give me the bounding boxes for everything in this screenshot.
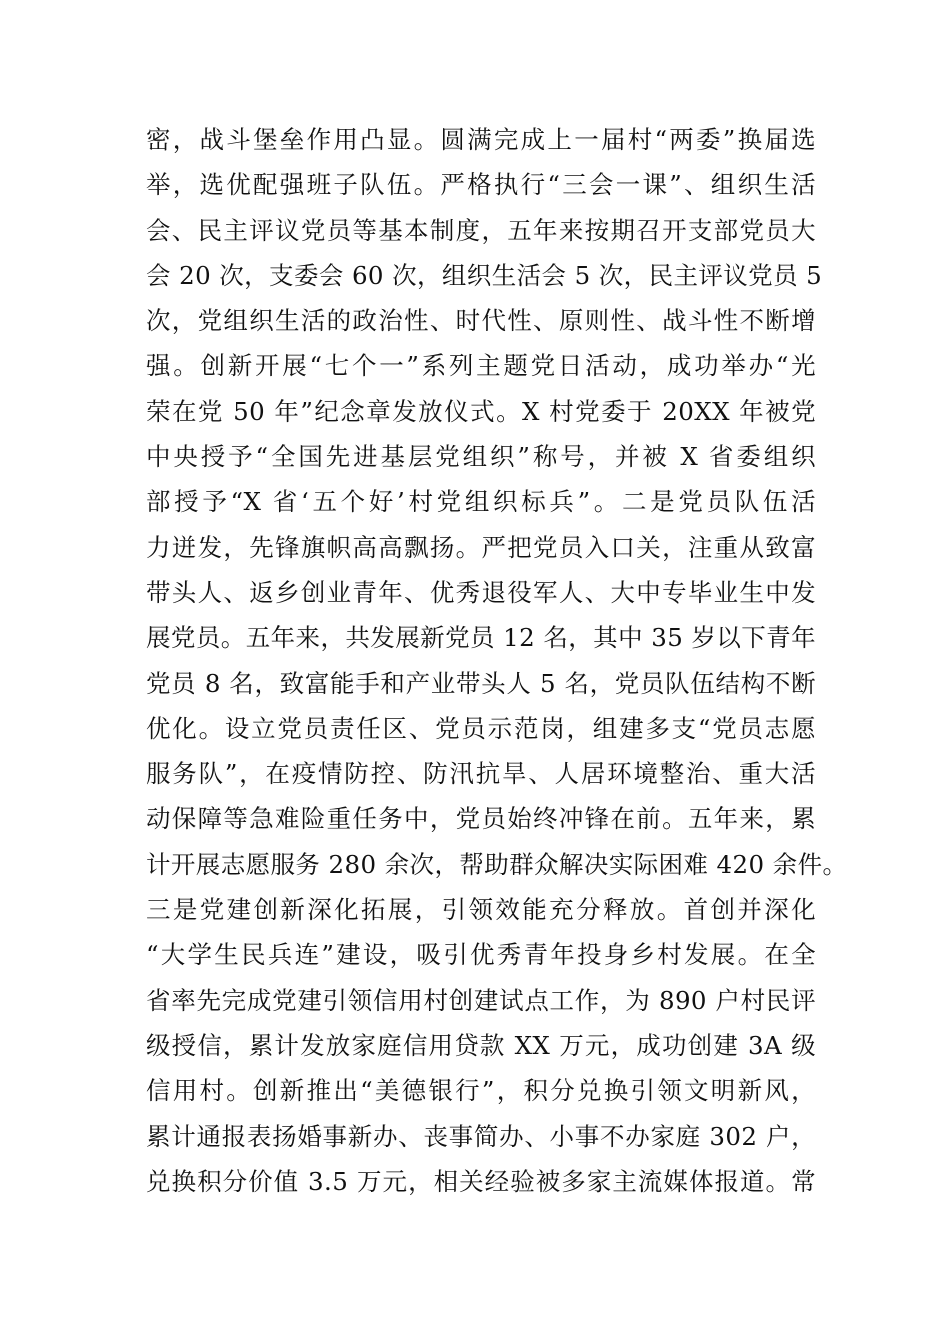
text-line: 部授予“X 省‘五个好’村党组织标兵”。二是党员队伍活 xyxy=(146,487,816,517)
text-line: 信用村。创新推出“美德银行”，积分兑换引领文明新风， xyxy=(146,1076,816,1106)
text-line: 计开展志愿服务 280 余次，帮助群众解决实际困难 420 余件。 xyxy=(146,849,848,879)
text-line: 密，战斗堡垒作用凸显。圆满完成上一届村“两委”换届选 xyxy=(146,125,816,154)
text-line: 级授信，累计发放家庭信用贷款 XX 万元，成功创建 3A 级 xyxy=(146,1030,816,1060)
text-line: 展党员。五年来，共发展新党员 12 名，其中 35 岁以下青年 xyxy=(146,623,816,653)
text-line: 会 20 次，支委会 60 次，组织生活会 5 次，民主评议党员 5 xyxy=(146,260,823,290)
text-line: 举，选优配强班子队伍。严格执行“三会一课”、组织生活 xyxy=(146,170,816,200)
text-line: 优化。设立党员责任区、党员示范岗，组建多支“党员志愿 xyxy=(146,713,816,743)
text-line: 次，党组织生活的政治性、时代性、原则性、战斗性不断增 xyxy=(146,306,816,336)
text-line: 会、民主评议党员等基本制度，五年来按期召开支部党员大 xyxy=(146,215,816,245)
text-line: 中央授予“全国先进基层党组织”称号，并被 X 省委组织 xyxy=(146,442,816,472)
text-line: 荣在党 50 年”纪念章发放仪式。X 村党委于 20XX 年被党 xyxy=(146,396,816,426)
text-line: 服务队”，在疫情防控、防汛抗旱、人居环境整治、重大活 xyxy=(146,759,816,789)
text-line: 累计通报表扬婚事新办、丧事简办、小事不办家庭 302 户， xyxy=(146,1121,816,1151)
text-line: 带头人、返乡创业青年、优秀退役军人、大中专毕业生中发 xyxy=(146,577,816,607)
body-text xyxy=(146,117,848,1204)
text-line: 三是党建创新深化拓展，引领效能充分释放。首创并深化 xyxy=(146,895,816,925)
text-line: 力迸发，先锋旗帜高高飘扬。严把党员入口关，注重从致富 xyxy=(146,532,816,562)
text-line: 强。创新开展“七个一”系列主题党日活动，成功举办“光 xyxy=(146,351,816,381)
text-line: 省率先完成党建引领信用村创建试点工作，为 890 户村民评 xyxy=(146,985,816,1015)
text-line: 动保障等急难险重任务中，党员始终冲锋在前。五年来，累 xyxy=(146,804,816,834)
text-line: “大学生民兵连”建设，吸引优秀青年投身乡村发展。在全 xyxy=(146,940,816,970)
text-line: 兑换积分价值 3.5 万元，相关经验被多家主流媒体报道。常 xyxy=(146,1166,816,1196)
text-line: 党员 8 名，致富能手和产业带头人 5 名，党员队伍结构不断 xyxy=(146,668,816,698)
